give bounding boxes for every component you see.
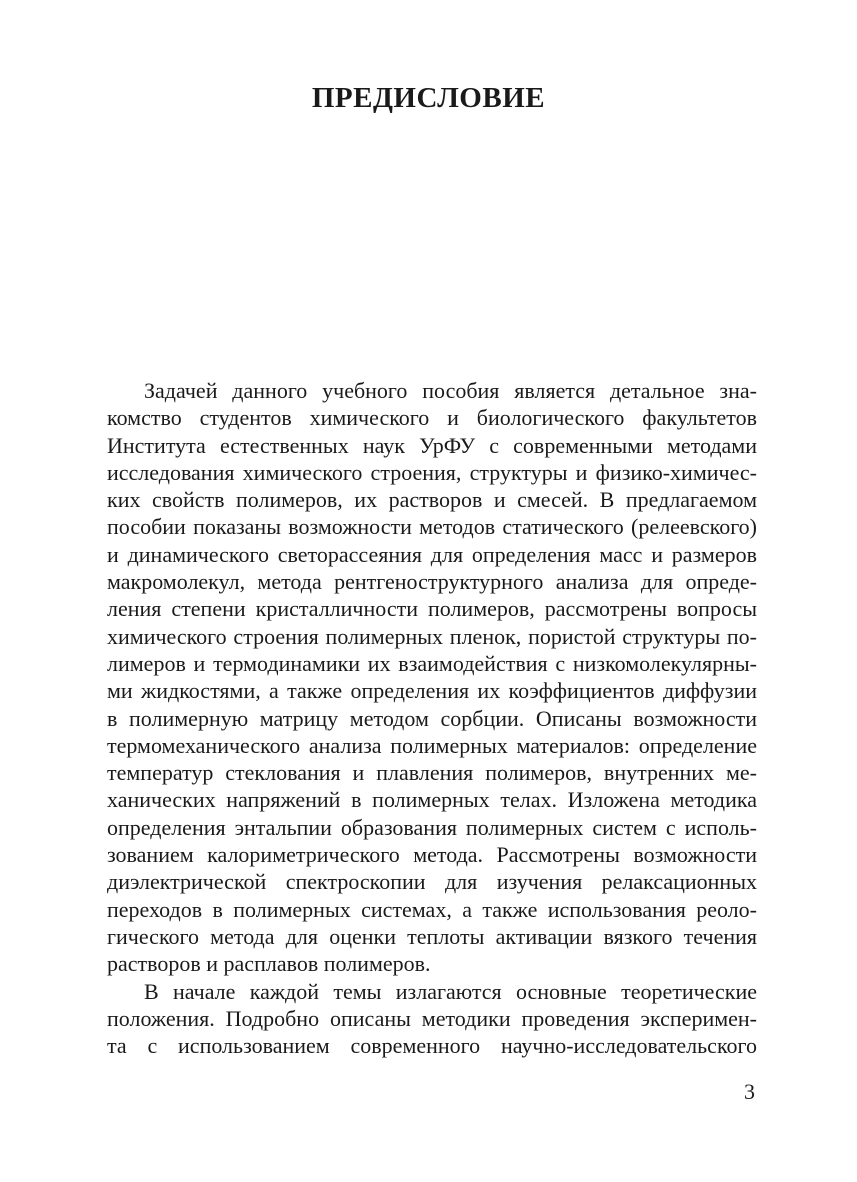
text-line: гического метода для оценки теплоты активации вязкого течения (107, 923, 757, 949)
text-line: В начале каждой темы излагаются основные теоретические (144, 978, 757, 1004)
text-line: лимеров и термодинамики их взаимодействия с низкомолекулярны- (107, 650, 757, 676)
text-line: та с использованием современного научно-исследовательского (107, 1033, 757, 1059)
text-line: ханических напряжений в полимерных телах. Изложена методика (107, 787, 757, 813)
text-line: в полимерную матрицу методом сорбции. Описаны возможности (107, 705, 757, 731)
text-line: положения. Подробно описаны методики проведения эксперимен- (107, 1005, 757, 1031)
text-line: комство студентов химического и биологического факультетов (107, 405, 757, 431)
text-line: ми жидкостями, а также определения их коэффициентов диффузии (107, 678, 757, 704)
text-line: диэлектрической спектроскопии для изучения релаксационных (107, 869, 757, 895)
text-line: и динамического светорассеяния для определения масс и размеров (107, 541, 757, 567)
text-line: ких свойств полимеров, их растворов и смесей. В предлагаемом (107, 487, 757, 513)
text-line: зованием калориметрического метода. Рассмотрены возможности (107, 842, 757, 868)
text-line: термомеханического анализа полимерных материалов: определение (107, 732, 757, 758)
text-line: химического строения полимерных пленок, пористой структуры по- (107, 623, 757, 649)
text-line: исследования химического строения, структуры и физико-химичес- (107, 459, 757, 485)
page-number: 3 (744, 1079, 755, 1104)
text-line: растворов и расплавов полимеров. (107, 951, 431, 977)
text-line: Задачей данного учебного пособия является детальное зна- (144, 378, 757, 403)
text-line: переходов в полимерных системах, а также использования реоло- (107, 896, 757, 922)
text-line: макромолекул, метода рентгеноструктурного анализа для опреде- (107, 569, 757, 595)
body-text (107, 377, 757, 1059)
text-line: определения энтальпии образования полимерных систем с исполь- (107, 814, 757, 840)
text-line: Института естественных наук УрФУ с современными методами (107, 432, 757, 458)
page-title: ПРЕДИСЛОВИЕ (311, 82, 546, 114)
text-line: температур стеклования и плавления полимеров, внутренних ме- (107, 760, 757, 786)
text-line: пособии показаны возможности методов статического (релеевского) (107, 514, 757, 540)
text-line: ления степени кристалличности полимеров, рассмотрены вопросы (107, 596, 757, 622)
